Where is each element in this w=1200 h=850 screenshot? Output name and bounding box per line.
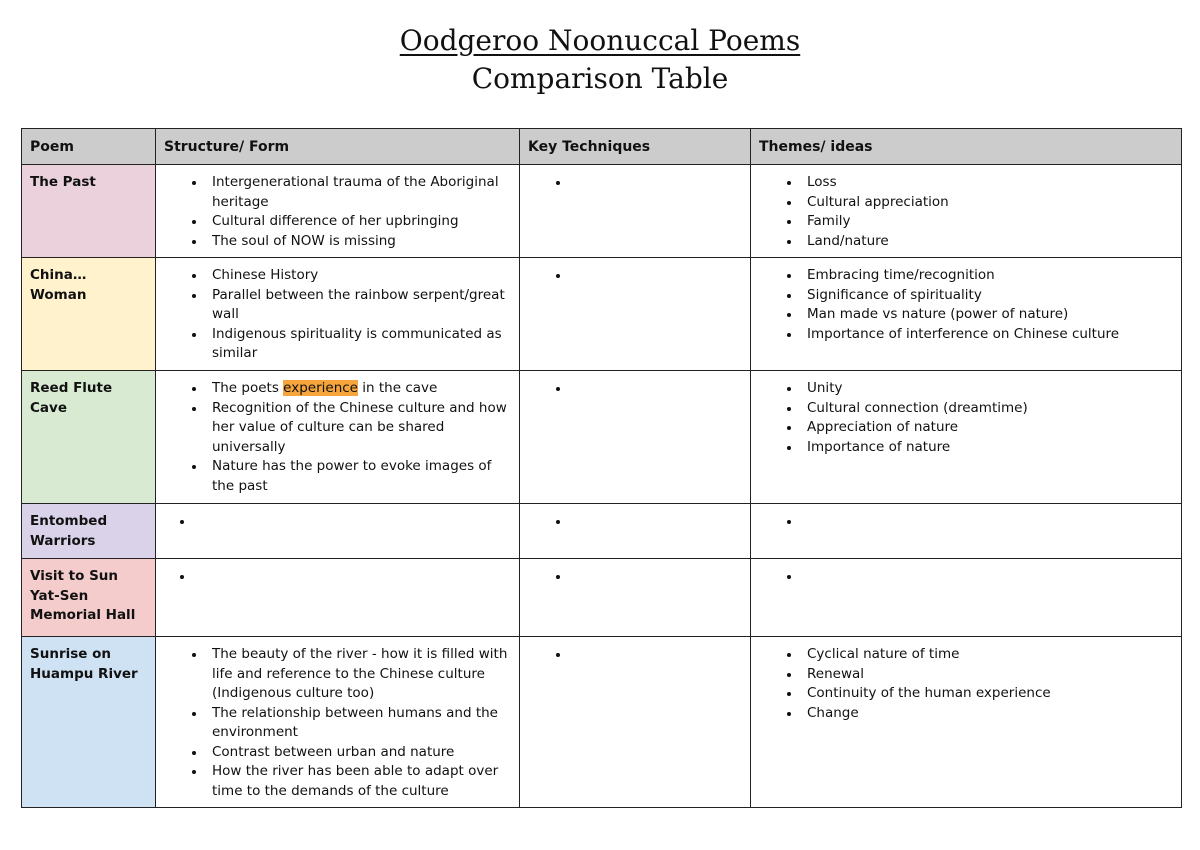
structure-cell (156, 559, 520, 637)
techniques-list (528, 567, 742, 587)
header-structure: Structure/ Form (156, 129, 520, 165)
list-item: • Cultural appreciation (801, 193, 1173, 213)
table-row (22, 258, 1182, 371)
list-item (206, 379, 511, 399)
themes-cell (751, 559, 1182, 637)
poem-cell (22, 258, 156, 371)
table-row (22, 165, 1182, 258)
structure-list (164, 379, 511, 496)
list-item: • Recognition of the Chinese culture and how her value of culture can be shared universally (206, 399, 511, 458)
structure-list (164, 645, 511, 801)
list-item: • Family (801, 212, 1173, 232)
themes-cell (751, 371, 1182, 504)
header-themes: Themes/ ideas (751, 129, 1182, 165)
list-item: • Cyclical nature of time (801, 645, 1173, 665)
themes-cell (751, 258, 1182, 371)
header-row (22, 129, 1182, 165)
list-item: • Significance of spirituality (801, 286, 1173, 306)
techniques-cell (520, 637, 751, 808)
structure-cell (156, 165, 520, 258)
list-item: • Man made vs nature (power of nature) (801, 305, 1173, 325)
structure-cell (156, 637, 520, 808)
techniques-list (528, 379, 742, 399)
header-techniques: Key Techniques (520, 129, 751, 165)
table-row (22, 504, 1182, 559)
themes-cell (751, 504, 1182, 559)
list-item (570, 645, 742, 665)
techniques-cell (520, 559, 751, 637)
techniques-list (528, 512, 742, 532)
list-item: • Continuity of the human experience (801, 684, 1173, 704)
list-item: • Cultural connection (dreamtime) (801, 399, 1173, 419)
list-item (194, 567, 511, 587)
list-item: • The relationship between humans and the environment (206, 704, 511, 743)
list-item: • The beauty of the river - how it is filled with life and reference to the Chinese culture (Indigenous culture too) (206, 645, 511, 704)
list-item: • Change (801, 704, 1173, 724)
list-item (570, 173, 742, 193)
themes-list (759, 645, 1173, 723)
themes-list (759, 567, 1173, 587)
techniques-list (528, 173, 742, 193)
title-line-2: Comparison Table (471, 62, 729, 95)
comparison-table (21, 128, 1182, 808)
list-item: • How the river has been able to adapt over time to the demands of the culture (206, 762, 511, 801)
list-item: • Nature has the power to evoke images of the past (206, 457, 511, 496)
techniques-cell (520, 504, 751, 559)
techniques-list (528, 266, 742, 286)
header-poem: Poem (22, 129, 156, 165)
list-item (194, 512, 511, 532)
poem-title: China… Woman (30, 267, 87, 303)
list-item: • Land/nature (801, 232, 1173, 252)
themes-cell (751, 637, 1182, 808)
list-item: • Chinese History (206, 266, 511, 286)
structure-list (164, 266, 511, 364)
poem-cell (22, 504, 156, 559)
list-item: • Embracing time/recognition (801, 266, 1173, 286)
text-segment: in the cave (357, 380, 438, 396)
poem-title: The Past (30, 174, 96, 190)
themes-list (759, 379, 1173, 457)
list-item (801, 512, 1173, 532)
list-item (570, 567, 742, 587)
list-item: • Cultural difference of her upbringing (206, 212, 511, 232)
structure-cell (156, 371, 520, 504)
list-item (570, 379, 742, 399)
poem-title: Reed Flute Cave (30, 380, 113, 416)
techniques-list (528, 645, 742, 665)
list-item: • Indigenous spirituality is communicated as similar (206, 325, 511, 364)
poem-cell (22, 559, 156, 637)
poem-title: Sunrise on Huampu River (30, 646, 138, 682)
themes-cell (751, 165, 1182, 258)
list-item: • Unity (801, 379, 1173, 399)
document-title (0, 22, 1200, 98)
structure-list (164, 567, 511, 587)
structure-list (164, 512, 511, 532)
list-item: • The soul of NOW is missing (206, 232, 511, 252)
themes-list (759, 173, 1173, 251)
techniques-cell (520, 258, 751, 371)
list-item: • Importance of nature (801, 438, 1173, 458)
techniques-cell (520, 371, 751, 504)
list-item: • Parallel between the rainbow serpent/great wall (206, 286, 511, 325)
poem-cell (22, 637, 156, 808)
poem-title: Visit to Sun Yat-Sen Memorial Hall (30, 568, 136, 623)
title-line-1: Oodgeroo Noonuccal Poems (399, 24, 801, 57)
poem-cell (22, 371, 156, 504)
techniques-cell (520, 165, 751, 258)
structure-cell (156, 504, 520, 559)
list-item: • Appreciation of nature (801, 418, 1173, 438)
list-item: • Importance of interference on Chinese culture (801, 325, 1173, 345)
text-segment: The poets (212, 380, 284, 396)
poem-title: Entombed Warriors (30, 513, 108, 549)
highlighted-text: experience (283, 380, 358, 396)
list-item: • Contrast between urban and nature (206, 743, 511, 763)
list-item (570, 512, 742, 532)
list-item: • Intergenerational trauma of the Aboriginal heritage (206, 173, 511, 212)
list-item (570, 266, 742, 286)
list-item: • Loss (801, 173, 1173, 193)
list-item (801, 567, 1173, 587)
list-item: • Renewal (801, 665, 1173, 685)
structure-cell (156, 258, 520, 371)
table-row (22, 559, 1182, 637)
themes-list (759, 512, 1173, 532)
poem-cell (22, 165, 156, 258)
table-row (22, 637, 1182, 808)
themes-list (759, 266, 1173, 344)
table-row (22, 371, 1182, 504)
structure-list (164, 173, 511, 251)
